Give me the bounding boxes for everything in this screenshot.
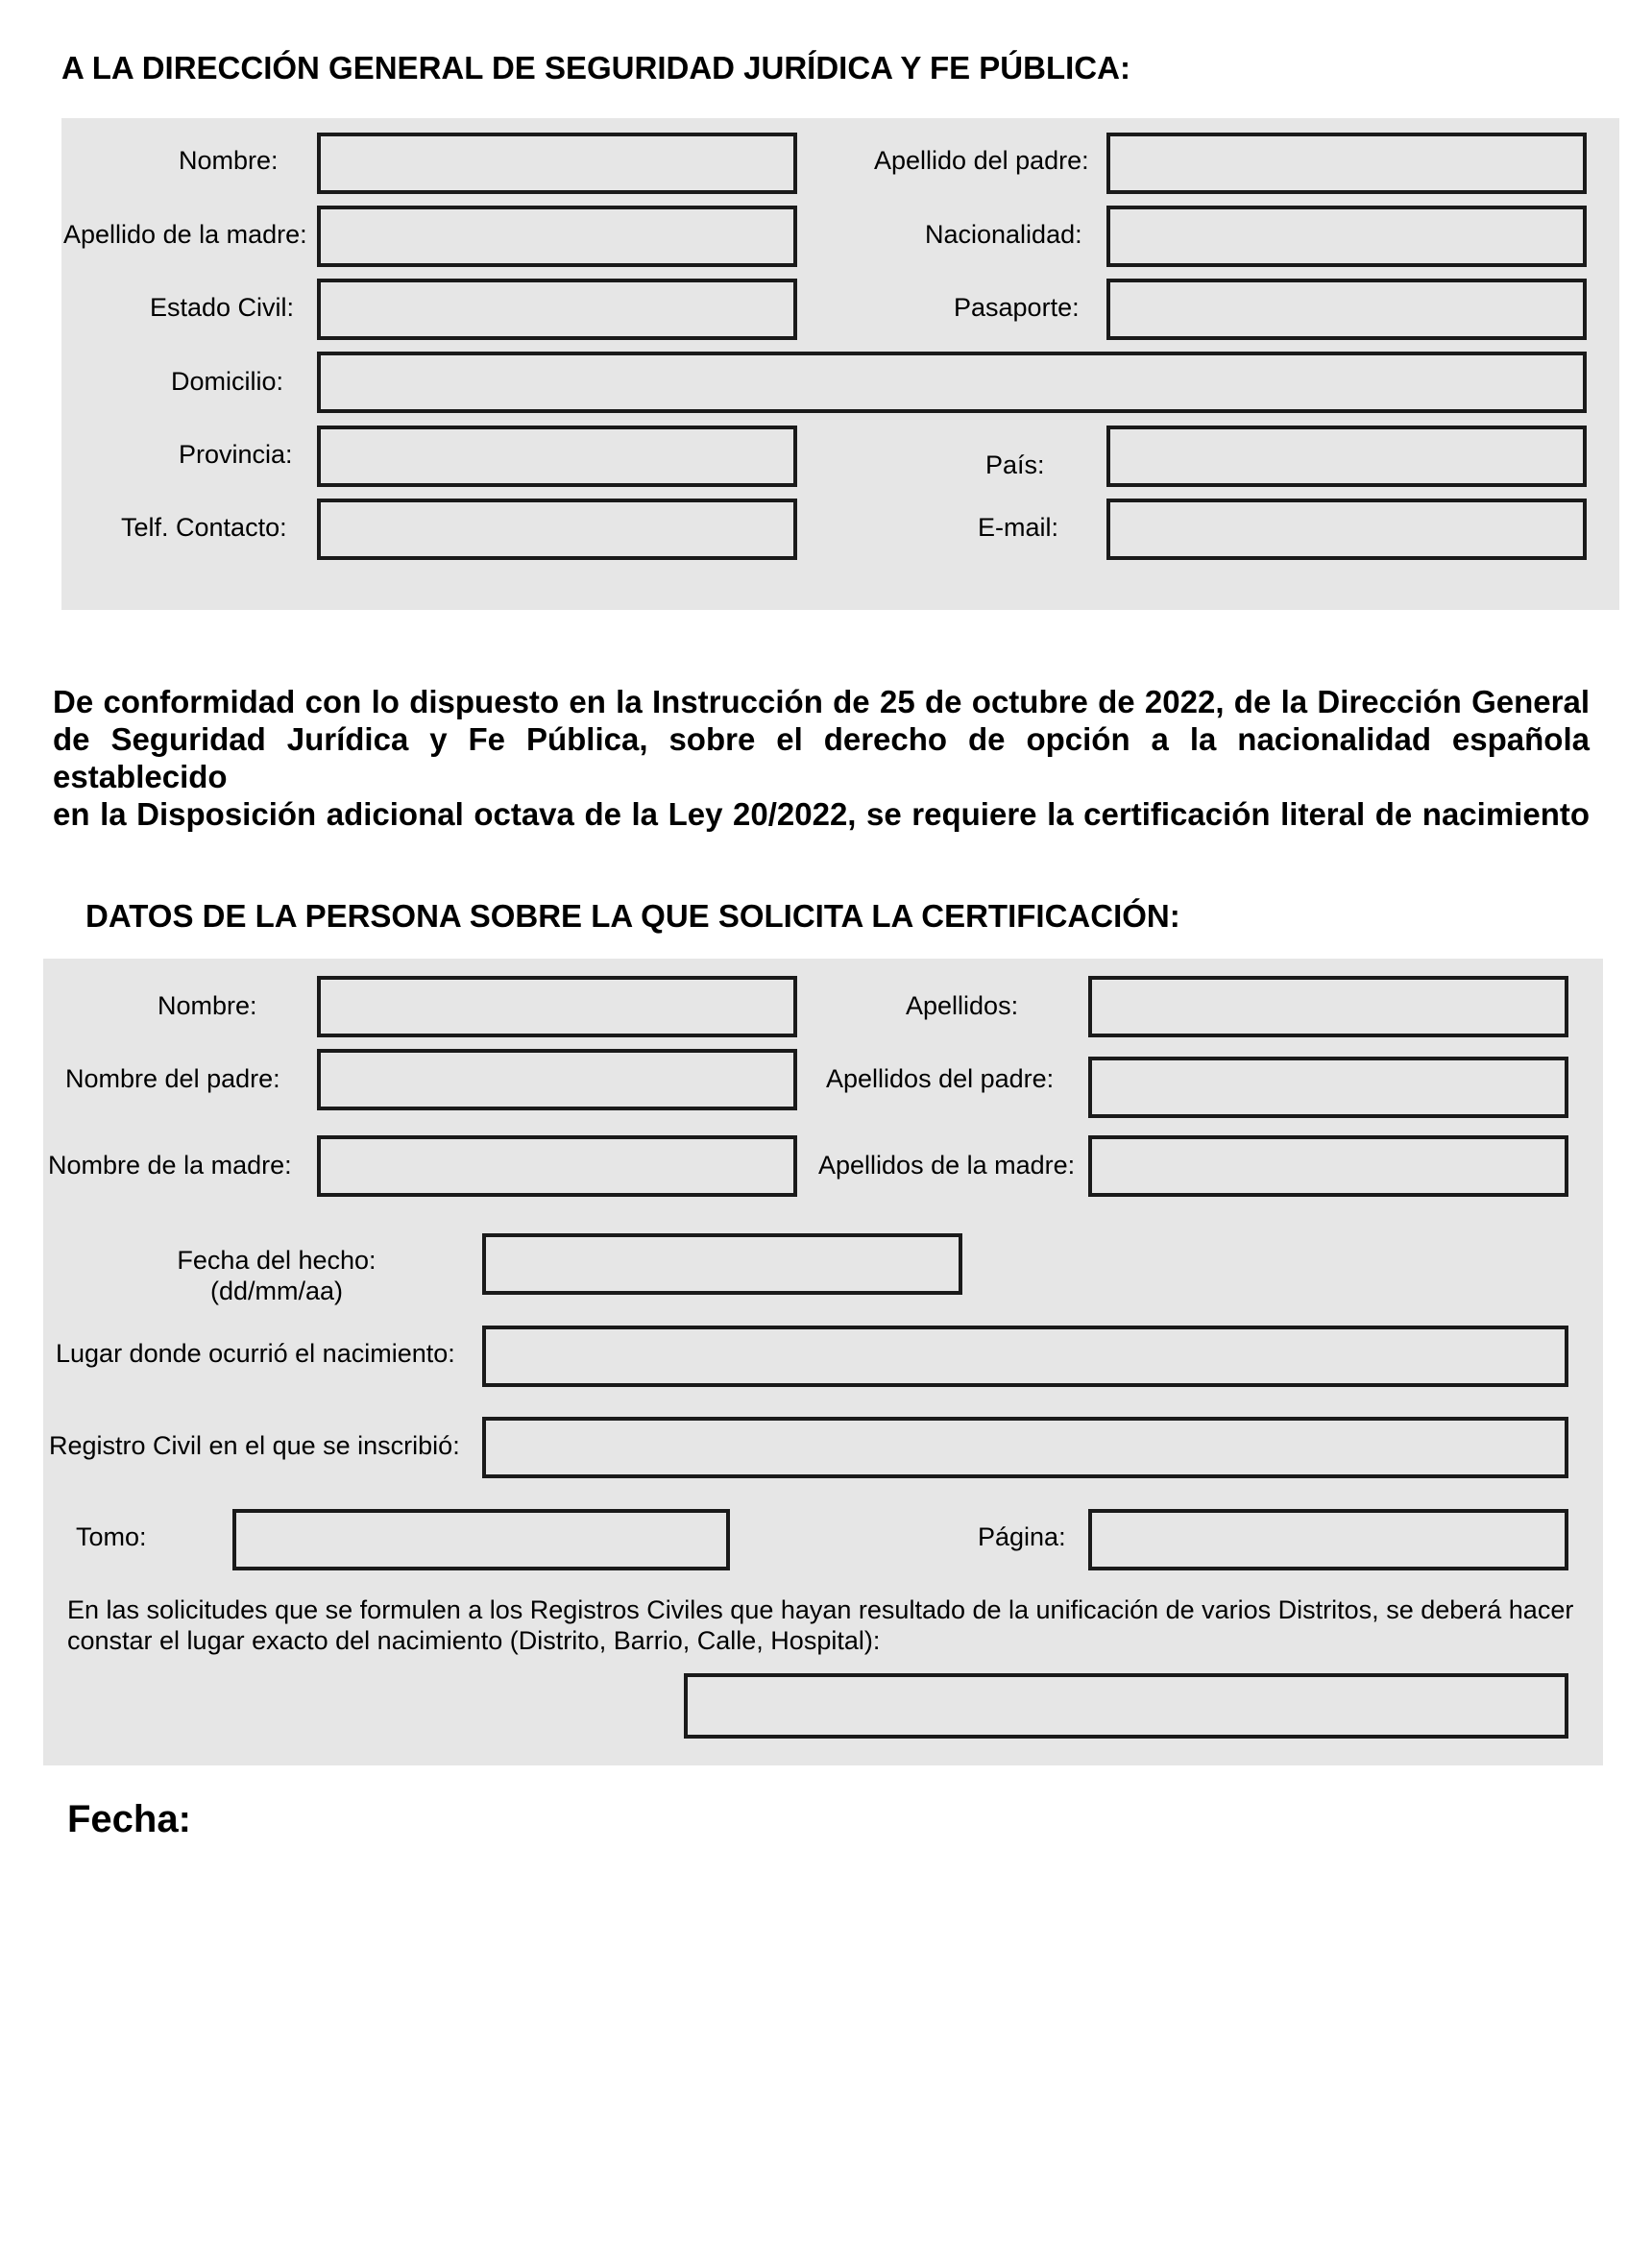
email-input[interactable] — [1106, 499, 1587, 560]
label-nacionalidad: Nacionalidad: — [925, 220, 1082, 249]
label-tomo: Tomo: — [76, 1522, 147, 1551]
intro-line: De conformidad con lo dispuesto en la Instrucción de 25 de octubre de 2022, de la Dirección General — [53, 684, 1590, 719]
apellido-padre-input[interactable] — [1106, 133, 1587, 194]
fecha-hecho-input[interactable] — [482, 1233, 962, 1295]
label-subject-nombre: Nombre: — [158, 991, 257, 1020]
pasaporte-input[interactable] — [1106, 279, 1587, 340]
registro-civil-input[interactable] — [482, 1417, 1568, 1478]
provincia-input[interactable] — [317, 426, 797, 487]
label-apellido-madre: Apellido de la madre: — [63, 220, 307, 249]
label-domicilio: Domicilio: — [171, 367, 284, 396]
lugar-nacimiento-input[interactable] — [482, 1326, 1568, 1387]
intro-line: de Seguridad Jurídica y Fe Pública, sobre el derecho de opción a la nacionalidad española establecido — [53, 721, 1590, 794]
label-apellidos-madre: Apellidos de la madre: — [818, 1151, 1076, 1180]
label-nombre-madre: Nombre de la madre: — [48, 1151, 292, 1180]
nacionalidad-input[interactable] — [1106, 206, 1587, 267]
intro-line: en la Disposición adicional octava de la Ley 20/2022, se requiere la certificación literal de nacimiento — [53, 796, 1590, 832]
section-title-subject: DATOS DE LA PERSONA SOBRE LA QUE SOLICITA LA CERTIFICACIÓN: — [85, 898, 1180, 934]
fecha-formato-text: (dd/mm/aa) — [209, 1277, 344, 1305]
subject-apellidos-input[interactable] — [1088, 976, 1568, 1037]
lugar-exacto-input[interactable] — [684, 1673, 1568, 1739]
fecha-hecho-text: Fecha del hecho: — [177, 1246, 377, 1275]
unification-note: En las solicitudes que se formulen a los Registros Civiles que hayan resultado de la unificación de varios Distritos, se deberá hacer constar el lugar exacto del nacimiento (Distrito, Barrio, Calle, Hospital): — [67, 1595, 1574, 1655]
domicilio-input[interactable] — [317, 352, 1587, 413]
label-registro-civil: Registro Civil en el que se inscribió: — [49, 1431, 460, 1460]
label-email: E-mail: — [978, 513, 1059, 542]
label-estado-civil: Estado Civil: — [150, 293, 295, 322]
label-apellidos-padre: Apellidos del padre: — [826, 1064, 1055, 1093]
estado-civil-input[interactable] — [317, 279, 797, 340]
nombre-padre-input[interactable] — [317, 1049, 797, 1110]
intro-paragraph — [53, 683, 1590, 833]
section-title-applicant: A LA DIRECCIÓN GENERAL DE SEGURIDAD JURÍDICA Y FE PÚBLICA: — [61, 50, 1130, 85]
label-telefono: Telf. Contacto: — [121, 513, 287, 542]
subject-nombre-input[interactable] — [317, 976, 797, 1037]
label-pais: País: — [985, 450, 1045, 479]
pagina-input[interactable] — [1088, 1509, 1568, 1570]
label-provincia: Provincia: — [179, 440, 293, 469]
apellidos-madre-input[interactable] — [1088, 1135, 1568, 1197]
label-lugar-nacimiento: Lugar donde ocurrió el nacimiento: — [56, 1339, 455, 1368]
label-subject-apellidos: Apellidos: — [906, 991, 1019, 1020]
label-pasaporte: Pasaporte: — [954, 293, 1080, 322]
telefono-input[interactable] — [317, 499, 797, 560]
label-fecha-hecho — [163, 1245, 390, 1306]
fecha-label: Fecha: — [67, 1798, 191, 1840]
pais-input[interactable] — [1106, 426, 1587, 487]
apellidos-padre-input[interactable] — [1088, 1057, 1568, 1118]
nombre-input[interactable] — [317, 133, 797, 194]
label-nombre: Nombre: — [179, 146, 279, 175]
nombre-madre-input[interactable] — [317, 1135, 797, 1197]
apellido-madre-input[interactable] — [317, 206, 797, 267]
label-apellido-padre: Apellido del padre: — [874, 146, 1089, 175]
label-nombre-padre: Nombre del padre: — [65, 1064, 280, 1093]
label-pagina: Página: — [978, 1522, 1066, 1551]
tomo-input[interactable] — [232, 1509, 730, 1570]
